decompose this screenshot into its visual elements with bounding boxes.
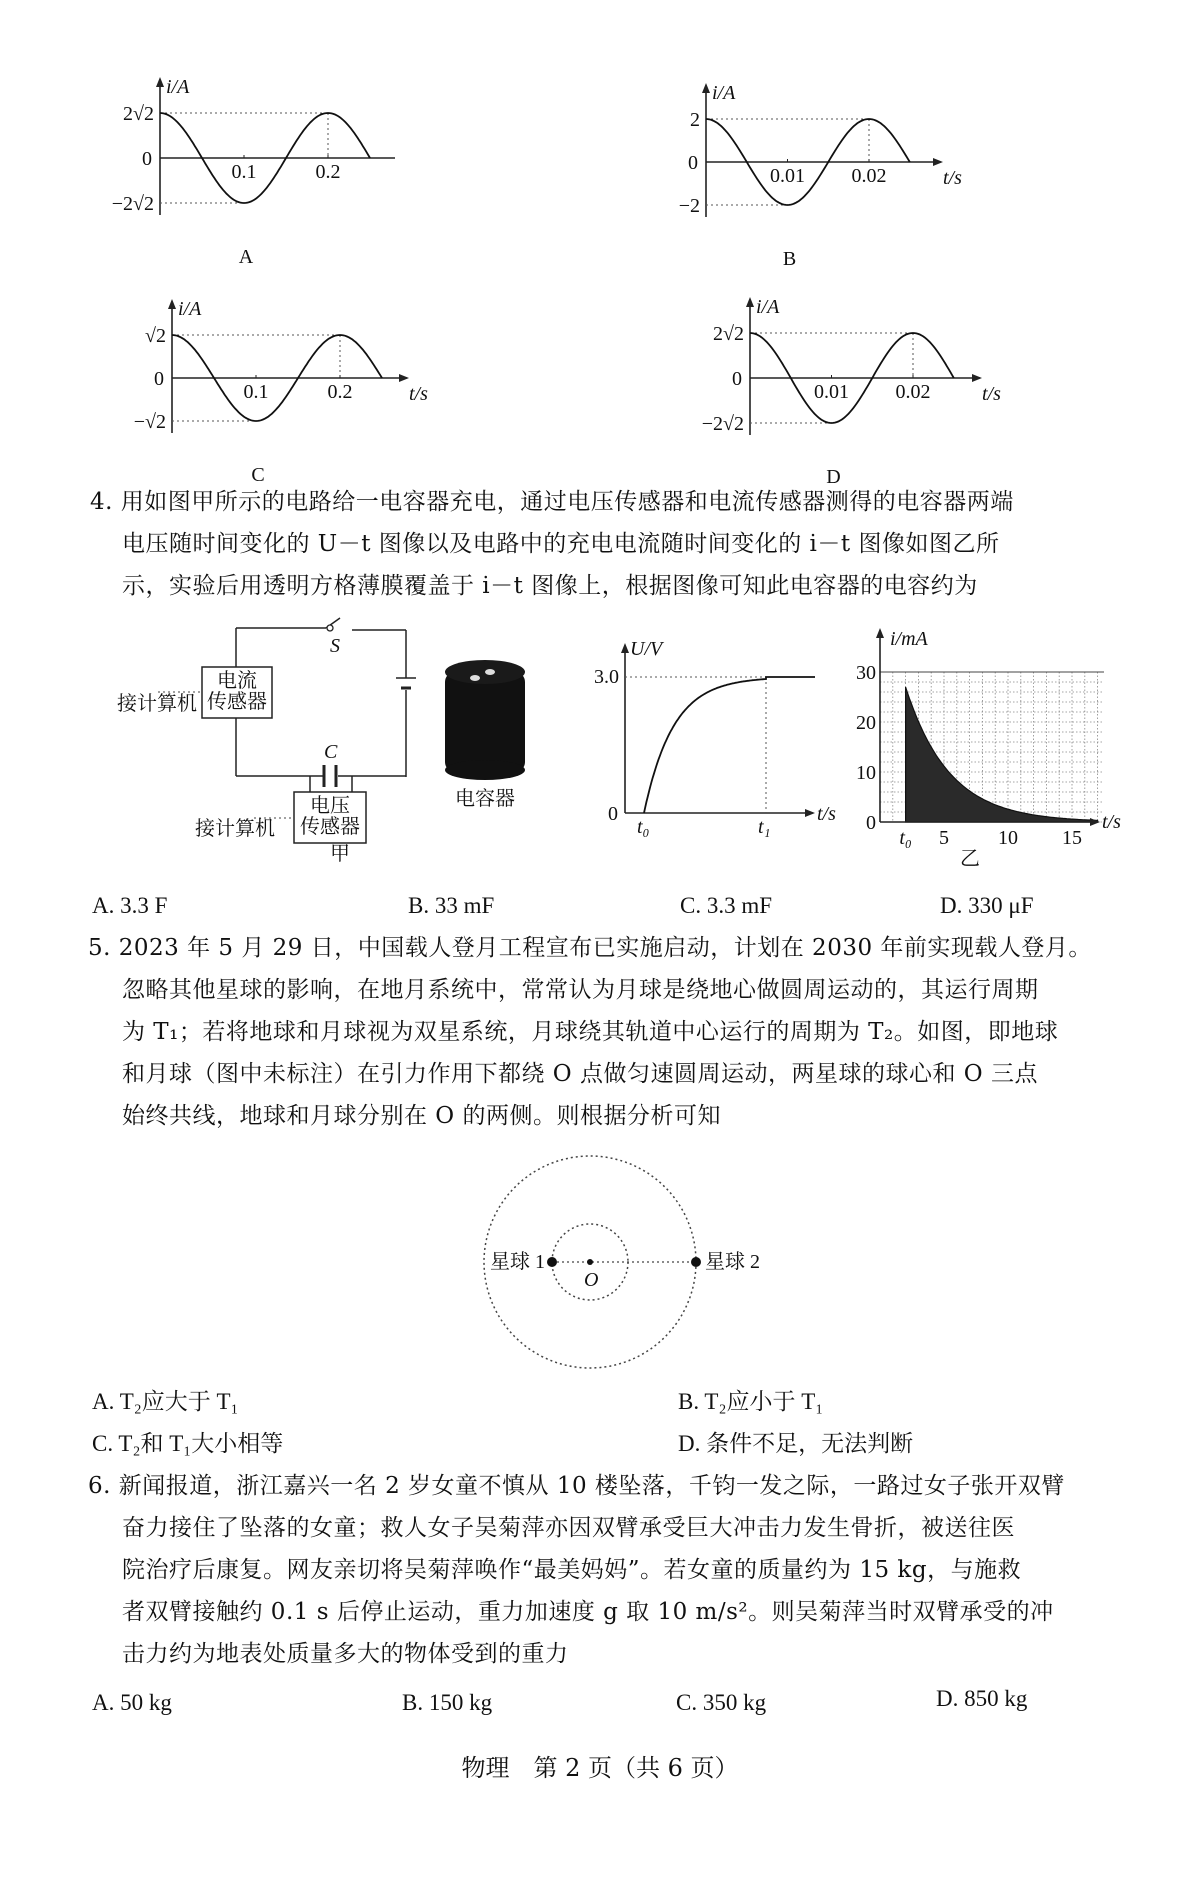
- star-1-label: 星球 1: [490, 1251, 545, 1273]
- figure-jia-label: 甲: [330, 843, 350, 865]
- q6-line-5: 击力约为地表处质量多大的物体受到的重力: [122, 1641, 569, 1667]
- graph-b-x-tick: 0.02: [851, 165, 887, 187]
- star-2-label: 星球 2: [705, 1251, 760, 1273]
- graph-b: [650, 82, 990, 280]
- q5-line-2: 忽略其他星球的影响，在地月系统中，常常认为月球是绕地心做圆周运动的，其运行周期: [122, 977, 1039, 1003]
- switch-label: S: [330, 635, 340, 657]
- graph-d-y-axis-label: i/A: [756, 296, 780, 318]
- graph-d-x-arrow: [972, 374, 982, 382]
- it-x-tick: 10: [998, 827, 1018, 849]
- graph-c-y-axis-label: i/A: [178, 298, 202, 320]
- graph-c-y-tick-zero: 0: [154, 368, 164, 390]
- q4-line-2: 电压随时间变化的 U－t 图像以及电路中的充电电流随时间变化的 i－t 图像如图乙所: [122, 531, 1000, 557]
- graph-b-x-axis-label: t/s: [943, 167, 962, 189]
- switch-pivot: [327, 625, 333, 631]
- graph-a-x-tick: 0.1: [231, 161, 257, 183]
- graph-d-y-tick-min: −2√2: [701, 413, 744, 435]
- ut-t1-label: t₁: [758, 816, 771, 838]
- graph-d-x-tick: 0.02: [895, 381, 931, 403]
- ut-t0-label: t₀: [637, 816, 650, 838]
- ut-graph-svg: [580, 620, 860, 850]
- graph-d: [650, 290, 1001, 488]
- graph-c-x-arrow: [399, 374, 409, 382]
- graph-c-caption: C: [251, 464, 265, 486]
- it-y-arrow: [876, 628, 884, 638]
- graph-c-y-tick-min: −√2: [133, 411, 166, 433]
- it-y-tick: 20: [856, 712, 876, 734]
- capacitor-photo: [445, 660, 525, 780]
- capacitor-photo-label: 电容器: [455, 788, 515, 810]
- center-o-dot: [587, 1259, 593, 1265]
- graph-b-svg: [650, 82, 990, 280]
- q5-line-1: 5. 2023 年 5 月 29 日，中国载人登月工程宣布已实施启动，计划在 2030 年前实现载人登月。: [88, 935, 1092, 961]
- it-x-axis-label: t/s: [1102, 811, 1121, 833]
- graph-a-y-tick-min: −2√2: [111, 193, 154, 215]
- graph-c: [100, 290, 440, 486]
- graph-d-svg: [650, 290, 1001, 488]
- q4-line-1: 4. 用如图甲所示的电路给一电容器充电，通过电压传感器和电流传感器测得的电容器两端: [90, 489, 1014, 515]
- current-sensor-label-1: 电流: [217, 670, 257, 692]
- q6-line-1: 6. 新闻报道，浙江嘉兴一名 2 岁女童不慎从 10 楼坠落，千钧一发之际，一路过女子张开双臂: [88, 1473, 1065, 1499]
- ut-graph: [580, 620, 860, 850]
- q5-option-a[interactable]: A. T₂应大于 T₁: [92, 1389, 239, 1414]
- graph-d-x-tick: 0.01: [814, 381, 849, 403]
- q5-option-c[interactable]: C. T₂和 T₁大小相等: [92, 1431, 284, 1456]
- graph-b-x-arrow: [933, 158, 943, 166]
- q4-line-3: 示，实验后用透明方格薄膜覆盖于 i－t 图像上，根据图像可知此电容器的电容约为: [122, 573, 978, 599]
- voltage-sensor-label-2: 传感器: [300, 816, 360, 838]
- graph-b-caption: B: [782, 248, 797, 270]
- graph-a-x-tick: 0.2: [315, 161, 341, 183]
- q6-line-3: 院治疗后康复。网友亲切将吴菊萍唤作“最美妈妈”。若女童的质量约为 15 kg，与施救: [122, 1557, 1022, 1583]
- graph-a-y-tick-zero: 0: [142, 148, 152, 170]
- graph-b-x-tick: 0.01: [770, 165, 805, 187]
- graph-a-svg: [100, 76, 420, 280]
- graph-a-caption: A: [238, 246, 254, 268]
- q6-option-a[interactable]: A. 50 kg: [92, 1690, 172, 1715]
- to-computer-label-1: 接计算机: [117, 693, 197, 715]
- q5-line-4: 和月球（图中未标注）在引力作用下都绕 O 点做匀速圆周运动，两星球的球心和 O 三点: [122, 1061, 1038, 1087]
- it-x-arrow: [1090, 818, 1100, 826]
- graph-c-svg: [100, 290, 440, 486]
- ut-origin-label: 0: [608, 803, 618, 825]
- graph-c-y-tick-max: √2: [145, 325, 166, 347]
- figure-yi-label: 乙: [960, 848, 980, 870]
- ut-x-axis-label: t/s: [817, 803, 836, 825]
- graph-c-x-tick: 0.2: [327, 381, 353, 403]
- it-shaded-area: [906, 687, 1098, 822]
- it-y-tick: 10: [856, 762, 876, 784]
- graph-b-y-tick-max: 2: [690, 109, 700, 131]
- q6-line-2: 奋力接住了坠落的女童；救人女子吴菊萍亦因双臂承受巨大冲击力发生骨折，被送往医: [122, 1515, 1015, 1541]
- q4-option-d[interactable]: D. 330 μF: [940, 893, 1034, 918]
- q6-option-c[interactable]: C. 350 kg: [676, 1690, 767, 1715]
- graph-b-y-tick-zero: 0: [688, 152, 698, 174]
- graph-a-y-axis-label: i/A: [166, 76, 190, 98]
- it-x-tick: 5: [939, 827, 949, 849]
- q4-option-a[interactable]: A. 3.3 F: [92, 893, 168, 918]
- q6-option-d[interactable]: D. 850 kg: [936, 1686, 1028, 1711]
- graph-c-x-axis-label: t/s: [409, 383, 428, 405]
- q6-option-b[interactable]: B. 150 kg: [402, 1690, 493, 1715]
- graph-a: [100, 76, 420, 280]
- star-2-dot: [691, 1257, 701, 1267]
- graph-c-y-arrow: [168, 299, 176, 309]
- current-sensor-label-2: 传感器: [207, 691, 267, 713]
- page-footer: 物理 第 2 页（共 6 页）: [461, 1754, 739, 1782]
- ut-y-tick-3: 3.0: [594, 666, 619, 688]
- q4-option-c[interactable]: C. 3.3 mF: [680, 893, 773, 918]
- graph-a-y-tick-max: 2√2: [123, 103, 154, 125]
- circuit-diagram: [90, 620, 590, 870]
- binary-star-svg: [450, 1150, 800, 1380]
- it-y-axis-label: i/mA: [890, 628, 928, 650]
- graph-a-y-arrow: [156, 77, 164, 87]
- graph-b-y-arrow: [702, 83, 710, 93]
- graph-d-y-arrow: [746, 297, 754, 307]
- voltage-sensor-label-1: 电压: [310, 795, 350, 817]
- graph-d-caption: D: [826, 466, 841, 488]
- q4-option-b[interactable]: B. 33 mF: [408, 893, 495, 918]
- ut-x-arrow: [805, 809, 815, 817]
- q5-line-3: 为 T₁；若将地球和月球视为双星系统，月球绕其轨道中心运行的周期为 T₂。如图，即地球: [122, 1019, 1059, 1045]
- it-x-tick: t₀: [899, 827, 912, 849]
- to-computer-label-2: 接计算机: [195, 818, 275, 840]
- it-graph: [850, 620, 1140, 870]
- it-y-tick: 0: [866, 812, 876, 834]
- binary-star-diagram: [450, 1150, 800, 1380]
- graph-b-y-tick-min: −2: [678, 195, 700, 217]
- q6-line-4: 者双臂接触约 0.1 s 后停止运动，重力加速度 g 取 10 m/s²。则吴菊萍当时双臂承受的冲: [122, 1599, 1054, 1625]
- q5-option-d[interactable]: D. 条件不足，无法判断: [678, 1431, 914, 1456]
- it-graph-svg: [850, 620, 1140, 870]
- graph-d-y-tick-max: 2√2: [713, 323, 744, 345]
- graph-d-y-tick-zero: 0: [732, 368, 742, 390]
- ut-y-axis-label: U/V: [630, 638, 663, 660]
- q5-line-5: 始终共线，地球和月球分别在 O 的两侧。则根据分析可知: [122, 1103, 721, 1129]
- it-y-tick: 30: [856, 662, 876, 684]
- star-1-dot: [547, 1257, 557, 1267]
- graph-b-y-axis-label: i/A: [712, 82, 736, 104]
- ut-y-arrow: [621, 643, 629, 653]
- graph-d-x-axis-label: t/s: [982, 383, 1001, 405]
- it-x-tick: 15: [1062, 827, 1082, 849]
- circuit-svg: [90, 620, 590, 870]
- center-o-label: O: [584, 1269, 599, 1291]
- q5-option-b[interactable]: B. T₂应小于 T₁: [678, 1389, 824, 1414]
- ut-curve: [644, 677, 815, 813]
- graph-c-x-tick: 0.1: [243, 381, 269, 403]
- capacitor-label: C: [324, 741, 338, 763]
